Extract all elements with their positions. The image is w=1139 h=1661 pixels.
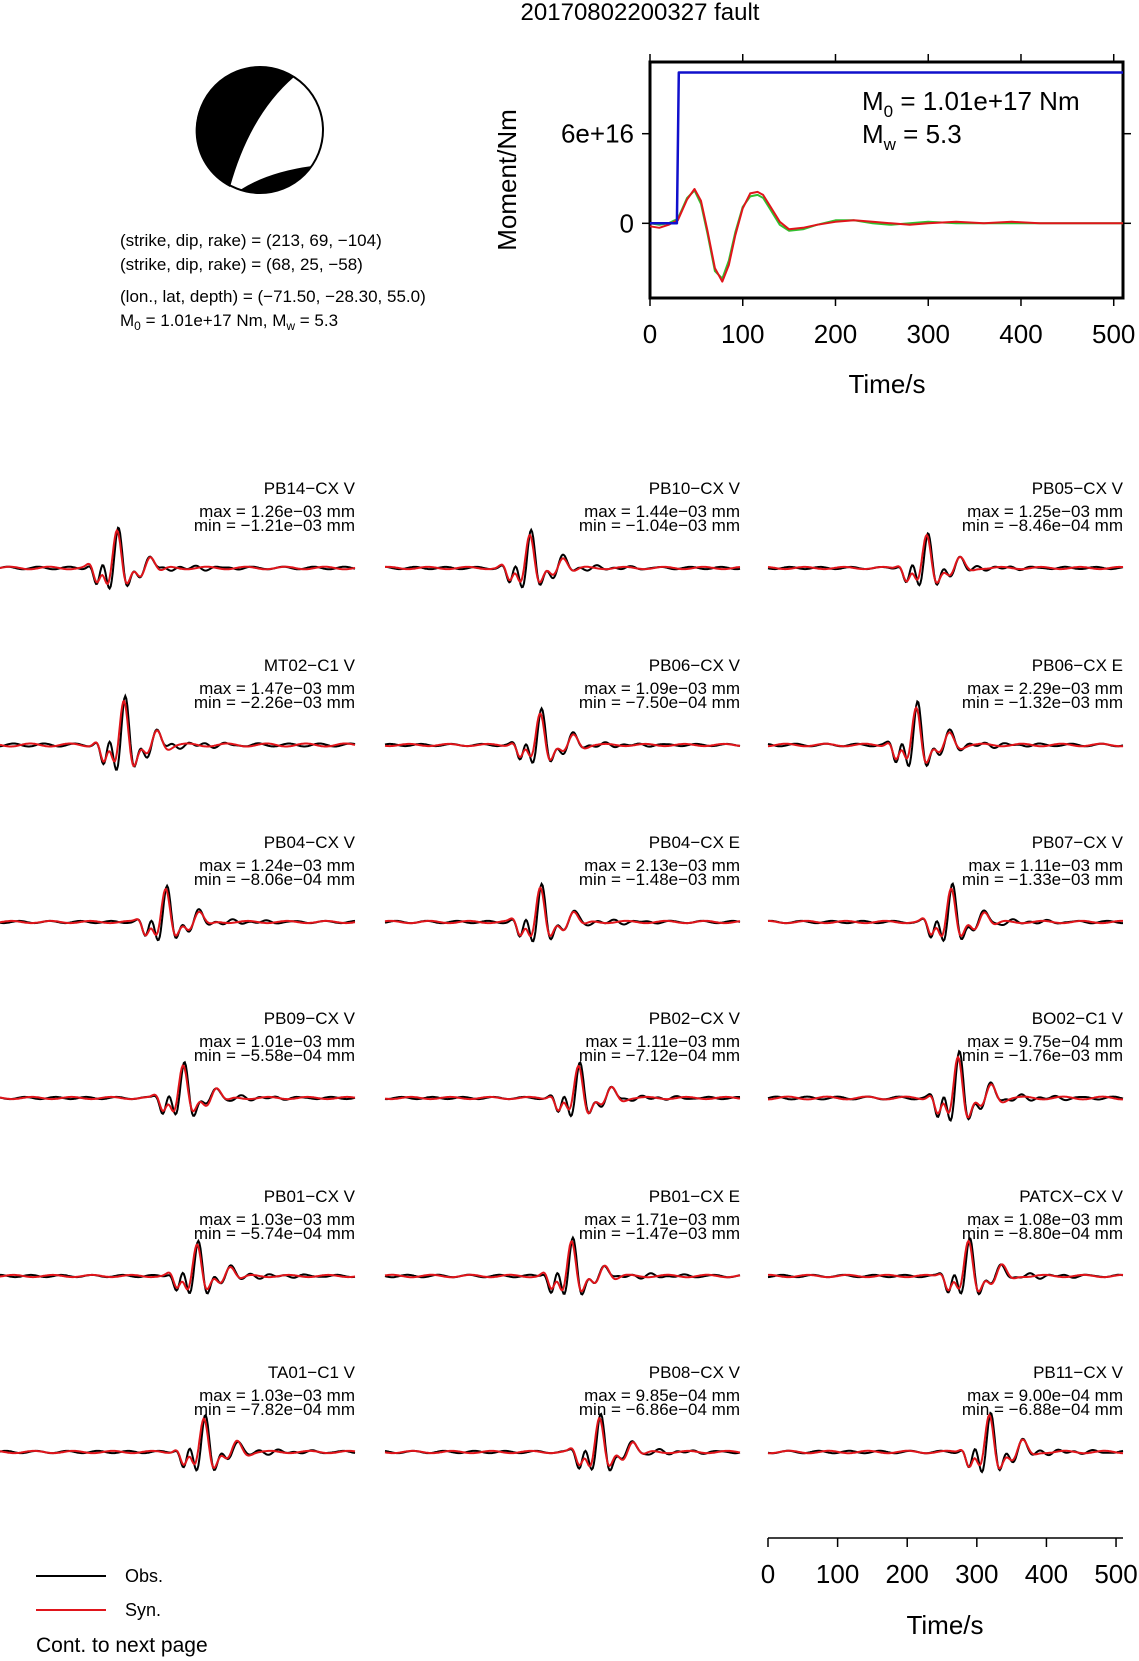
min-amplitude: min = −1.21e−03 mm (193, 516, 355, 535)
max-amplitude: max = 2.13e−03 mm (584, 856, 740, 875)
waveform-panel (385, 656, 741, 763)
observed-trace (0, 528, 355, 589)
waveform-panel (0, 1363, 356, 1470)
station-label: PB06−CX E (1031, 656, 1123, 675)
waveform-comparison-grid (0, 479, 1124, 1472)
stf-xtick-label: 500 (1092, 319, 1136, 349)
figure-title: 20170802200327 fault (520, 0, 760, 26)
stf-xtick-label: 400 (999, 319, 1043, 349)
waveform-panel (0, 1009, 356, 1116)
max-amplitude: max = 9.75e−04 mm (967, 1032, 1123, 1051)
min-amplitude: min = −8.06e−04 mm (193, 870, 355, 889)
station-label: PB05−CX V (1031, 479, 1123, 498)
observed-trace (385, 1063, 740, 1117)
waveform-panel (385, 479, 741, 587)
observed-trace (385, 1238, 740, 1295)
synthetic-trace (768, 1057, 1123, 1117)
observed-trace (385, 709, 740, 763)
station-label: PB09−CX V (263, 1009, 355, 1028)
max-amplitude: max = 1.71e−03 mm (584, 1210, 740, 1229)
waveform-xtick-label: 300 (955, 1559, 999, 1589)
waveform-panel (768, 656, 1123, 766)
waveform-panel (385, 1363, 741, 1470)
min-amplitude: min = −1.48e−03 mm (578, 870, 740, 889)
waveform-panel (768, 1363, 1124, 1472)
observed-trace (0, 1415, 355, 1470)
source-time-function-plot (492, 54, 1135, 399)
synthetic-trace (385, 1241, 740, 1291)
nodal-plane-1: (strike, dip, rake) = (213, 69, −104) (120, 231, 382, 250)
synthetic-trace (385, 1066, 740, 1113)
station-label: BO02−C1 V (1031, 1009, 1123, 1028)
stf-xtick-label: 200 (813, 319, 858, 349)
stf-xtick-label: 300 (906, 319, 950, 349)
station-label: PB08−CX V (648, 1363, 740, 1382)
stf-ytick-label: 0 (619, 208, 634, 239)
waveform-xtick-label: 400 (1024, 1559, 1069, 1589)
observed-trace (768, 534, 1123, 586)
focal-mechanism-beachball (196, 67, 323, 193)
waveform-time-axis (761, 1538, 1138, 1640)
source-parameters (120, 231, 426, 333)
min-amplitude: min = −8.80e−04 mm (961, 1224, 1123, 1243)
waveform-panel (768, 479, 1124, 585)
max-amplitude: max = 1.11e−03 mm (968, 856, 1123, 875)
legend-obs-label: Obs. (125, 1566, 164, 1586)
stf-moment-rate-green (650, 191, 1123, 279)
station-label: PB06−CX V (648, 656, 740, 675)
max-amplitude: max = 1.24e−03 mm (199, 856, 355, 875)
max-amplitude: max = 1.08e−03 mm (967, 1210, 1123, 1229)
min-amplitude: min = −7.82e−04 mm (193, 1400, 355, 1419)
max-amplitude: max = 1.03e−03 mm (199, 1210, 355, 1229)
stf-ylabel: Moment/Nm (492, 109, 522, 251)
observed-trace (0, 1241, 355, 1293)
max-amplitude: max = 9.85e−04 mm (584, 1386, 740, 1405)
min-amplitude: min = −8.46e−04 mm (961, 516, 1123, 535)
max-amplitude: max = 1.26e−03 mm (199, 502, 355, 521)
station-label: PB10−CX V (648, 479, 740, 498)
stf-xtick-label: 100 (721, 319, 765, 349)
max-amplitude: max = 1.03e−03 mm (199, 1386, 355, 1405)
station-label: PB02−CX V (648, 1009, 740, 1028)
synthetic-trace (385, 1418, 740, 1466)
station-label: PB04−CX E (648, 833, 740, 852)
max-amplitude: max = 2.29e−03 mm (967, 679, 1123, 698)
hypocenter-location: (lon., lat, depth) = (−71.50, −28.30, 55.0) (120, 287, 426, 306)
max-amplitude: max = 1.01e−03 mm (199, 1032, 355, 1051)
stf-xtick-label: 0 (642, 319, 658, 349)
min-amplitude: min = −6.86e−04 mm (578, 1400, 740, 1419)
max-amplitude: max = 1.47e−03 mm (199, 679, 355, 698)
stf-xlabel: Time/s (848, 369, 926, 399)
waveform-panel (768, 833, 1124, 941)
synthetic-trace (0, 1245, 355, 1290)
waveform-panel (385, 1009, 741, 1116)
waveform-xtick-label: 500 (1094, 1559, 1138, 1589)
min-amplitude: min = −1.76e−03 mm (961, 1046, 1123, 1065)
max-amplitude: max = 1.44e−03 mm (584, 502, 740, 521)
continuation-note: Cont. to next page (36, 1634, 208, 1657)
min-amplitude: min = −7.50e−04 mm (578, 693, 740, 712)
stf-mw-annotation: $M_w = 5.3$ (862, 119, 962, 154)
waveform-panel (0, 833, 356, 940)
nodal-plane-2: (strike, dip, rake) = (68, 25, −58) (120, 255, 363, 274)
stf-m0-annotation: $M_0 = 1.01e+17$ Nm (862, 86, 1080, 121)
max-amplitude: max = 1.09e−03 mm (584, 679, 740, 698)
observed-trace (768, 1413, 1123, 1472)
waveform-panel (385, 833, 740, 941)
waveform-panel (768, 1187, 1124, 1294)
station-label: PB11−CX V (1033, 1363, 1123, 1382)
waveform-xtick-label: 200 (885, 1559, 929, 1589)
station-label: PB01−CX V (263, 1187, 355, 1206)
observed-trace (0, 886, 355, 940)
stf-ytick-label: 6e+16 (560, 118, 634, 149)
waveform-xtick-label: 100 (815, 1559, 860, 1589)
min-amplitude: min = −1.33e−03 mm (961, 870, 1123, 889)
synthetic-trace (768, 1415, 1123, 1468)
min-amplitude: min = −1.47e−03 mm (578, 1224, 740, 1243)
station-label: TA01−C1 V (267, 1363, 355, 1382)
station-label: PB04−CX V (263, 833, 355, 852)
waveform-panel (0, 1187, 356, 1293)
synthetic-trace (385, 888, 740, 936)
synthetic-trace (385, 535, 740, 582)
moment-magnitude-summary: $M_0 = 1.01e+17$ Nm, $M_w = 5.3$ (120, 311, 339, 333)
station-label: MT02−C1 V (263, 656, 355, 675)
synthetic-trace (0, 889, 355, 935)
waveform-panel (385, 1187, 740, 1294)
synthetic-trace (0, 531, 355, 584)
synthetic-trace (0, 1419, 355, 1468)
synthetic-trace (768, 1241, 1123, 1292)
min-amplitude: min = −6.88e−04 mm (961, 1400, 1123, 1419)
legend (36, 1566, 163, 1620)
station-label: PB14−CX V (263, 479, 355, 498)
min-amplitude: min = −5.58e−04 mm (193, 1046, 355, 1065)
min-amplitude: min = −5.74e−04 mm (193, 1224, 355, 1243)
min-amplitude: min = −2.26e−03 mm (193, 693, 355, 712)
observed-trace (385, 1414, 740, 1470)
waveform-panel (0, 479, 356, 589)
min-amplitude: min = −7.12e−04 mm (578, 1046, 740, 1065)
stf-moment-rate-red (650, 189, 1123, 282)
min-amplitude: min = −1.04e−03 mm (578, 516, 740, 535)
station-label: PB01−CX E (648, 1187, 740, 1206)
synthetic-trace (768, 535, 1123, 583)
waveform-xtick-label: 0 (760, 1559, 776, 1589)
waveform-panel (0, 656, 356, 770)
station-label: PB07−CX V (1031, 833, 1123, 852)
waveform-xlabel: Time/s (906, 1610, 984, 1640)
observed-trace (385, 884, 740, 941)
max-amplitude: max = 9.00e−04 mm (967, 1386, 1123, 1405)
max-amplitude: max = 1.11e−03 mm (585, 1032, 740, 1051)
min-amplitude: min = −1.32e−03 mm (961, 693, 1123, 712)
waveform-panel (768, 1009, 1124, 1120)
station-label: PATCX−CX V (1019, 1187, 1123, 1206)
legend-syn-label: Syn. (125, 1600, 162, 1620)
max-amplitude: max = 1.25e−03 mm (967, 502, 1123, 521)
